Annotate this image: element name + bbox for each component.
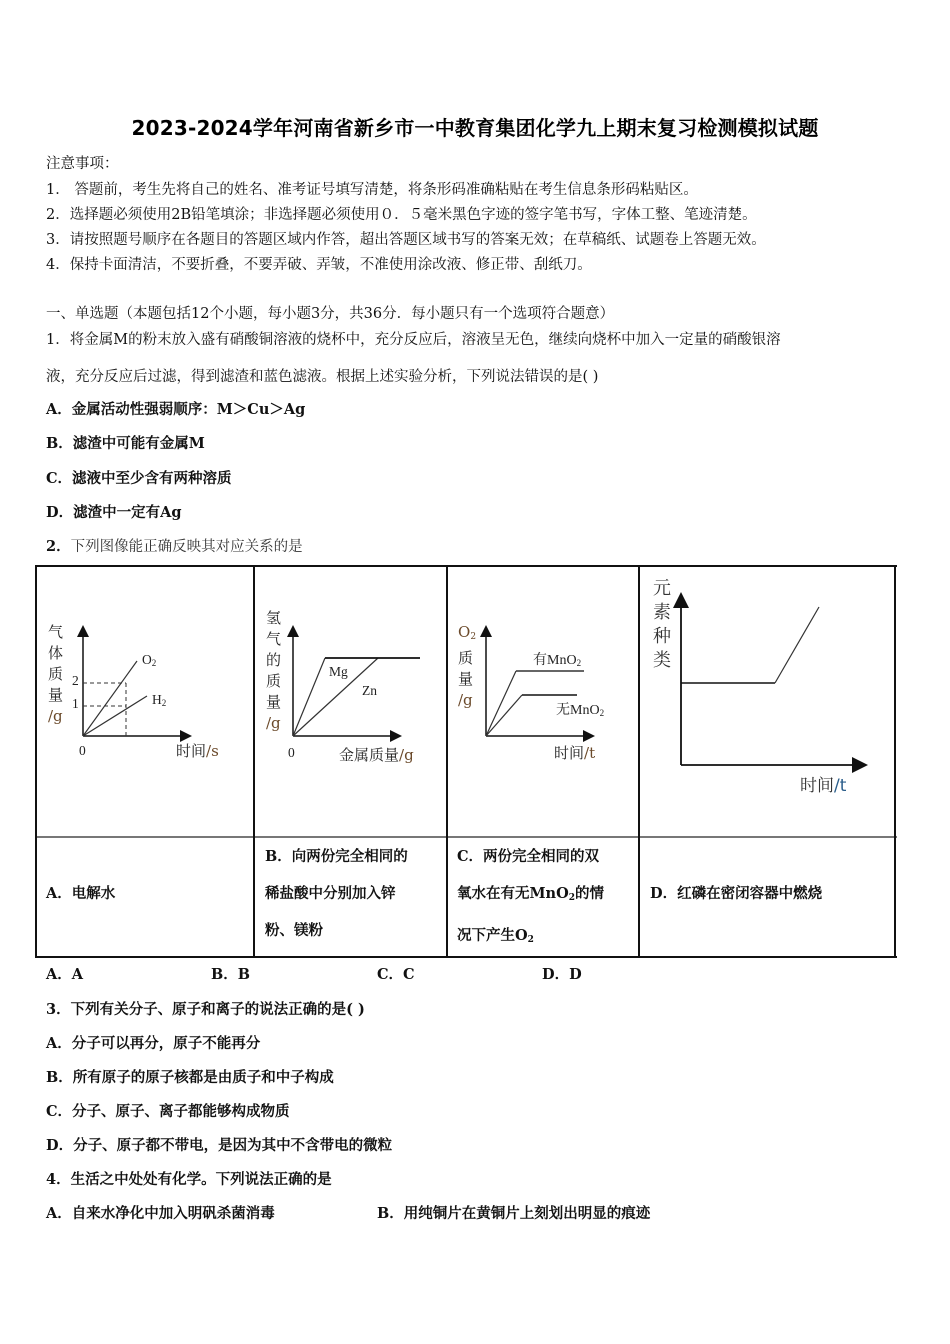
graph-a-tick-1: 1 [72,696,79,711]
question-3-option-a: A．分子可以再分，原子不能再分 [46,1035,261,1052]
graph-b-xlabel: 金属质量/g [339,746,414,764]
question-4-stem: 4．生活之中处处有化学。下列说法正确的是 [46,1171,332,1188]
graph-c-ylabel: $O_2$ 质 量 /g [458,623,477,709]
notice-item: 4．保持卡面清洁，不要折叠，不要弄破、弄皱，不准使用涂改液、修正带、刮纸刀。 [46,257,592,273]
question-3-stem: 3．下列有关分子、原子和离子的说法正确的是( ) [46,1001,365,1018]
graph-b-axes [256,567,446,835]
answer-option-a: A．A [46,966,84,983]
question-4-option-a: A．自来水净化中加入明矾杀菌消毒 [46,1205,275,1222]
graph-a-xlabel: 时间/s [176,742,219,760]
graph-b-origin: 0 [288,745,295,760]
answer-option-d: D．D [542,966,582,983]
question-4-option-b: B．用纯铜片在黄铜片上刻划出明显的痕迹 [377,1205,651,1222]
question-1-stem-cont: 液，充分反应后过滤，得到滤渣和蓝色滤液。根据上述实验分析，下列说法错误的是( ) [46,369,599,385]
graph-a-origin: 0 [79,743,86,758]
caption-b: B．向两份完全相同的 稀盐酸中分别加入锌 粉、镁粉 [265,848,408,939]
page-title: 2023-2024学年河南省新乡市一中教育集团化学九上期末复习检测模拟试题 [131,116,819,140]
graph-d-xlabel: 时间/t [800,776,847,796]
question-3-option-b: B．所有原子的原子核都是由质子和中子构成 [46,1069,334,1086]
graph-b-series-mg: Mg [329,664,348,679]
question-2-number: 2． [46,538,71,555]
graph-d-axes [641,567,894,835]
table-col-divider [446,565,448,958]
graph-a-series-o2: $O_2$ [142,652,157,668]
graph-c-axes [449,567,639,835]
caption-c: C．两份完全相同的双 氧水在有无MnO$_2$的情 况下产生$O_2$ [457,848,604,945]
graph-a-ylabel: 气 体 质 量 /g [48,623,64,725]
graph-a-tick-2: 2 [72,673,79,688]
question-1-option-c: C．滤液中至少含有两种溶质 [46,470,232,487]
notice-heading: 注意事项： [46,156,119,172]
graph-a-series-h2: $H_2$ [152,692,167,708]
graph-b-ylabel: 氢 气 的 质 量 /g [266,609,282,732]
caption-a: A．电解水 [46,885,116,902]
notice-item: 2．选择题必须使用2B铅笔填涂；非选择题必须使用０．５毫米黑色字迹的签字笔书写，字体工整、笔迹清楚。 [46,207,757,223]
answer-option-c: C．C [377,966,415,983]
table-border-right [894,565,896,958]
question-1-option-b: B．滤渣中可能有金属M [46,435,205,452]
graph-b-series-zn: Zn [362,683,377,698]
question-3-option-c: C．分子、原子、离子都能够构成物质 [46,1103,290,1120]
graph-a-axes [36,567,254,835]
notice-item: 1． 答题前，考生先将自己的姓名、准考证号填写清楚，将条形码准确粘贴在考生信息条形码粘贴区。 [46,182,698,198]
question-3-option-d: D．分子、原子都不带电，是因为其中不含带电的微粒 [46,1137,393,1154]
question-2-text: 下列图像能正确反映其对应关系的是 [70,539,303,555]
graph-c-series-with-mno2: 有MnO$_2$ [533,653,582,668]
question-1-stem: 1．将金属M的粉末放入盛有硝酸铜溶液的烧杯中，充分反应后，溶液呈无色，继续向烧杯中加入一定量的硝酸银溶 [46,332,781,348]
graph-d-ylabel: 元 素 种 类 [653,578,671,671]
graph-c-series-without-mno2: 无MnO$_2$ [556,703,605,718]
question-1-option-d: D．滤渣中一定有Ag [46,504,182,521]
notice-item: 3．请按照题号顺序在各题目的答题区域内作答，超出答题区域书写的答案无效；在草稿纸、试题卷上答题无效。 [46,232,766,248]
caption-d: D．红磷在密闭容器中燃烧 [650,885,823,902]
answer-option-b: B．B [211,966,251,983]
question-1-option-a: A．金属活动性强弱顺序：M＞Cu＞Ag [46,401,306,418]
question-2-stem [46,535,303,556]
section-heading: 一、单选题（本题包括12个小题，每小题3分，共36分．每小题只有一个选项符合题意） [46,306,615,322]
graph-c-xlabel: 时间/t [554,744,596,762]
